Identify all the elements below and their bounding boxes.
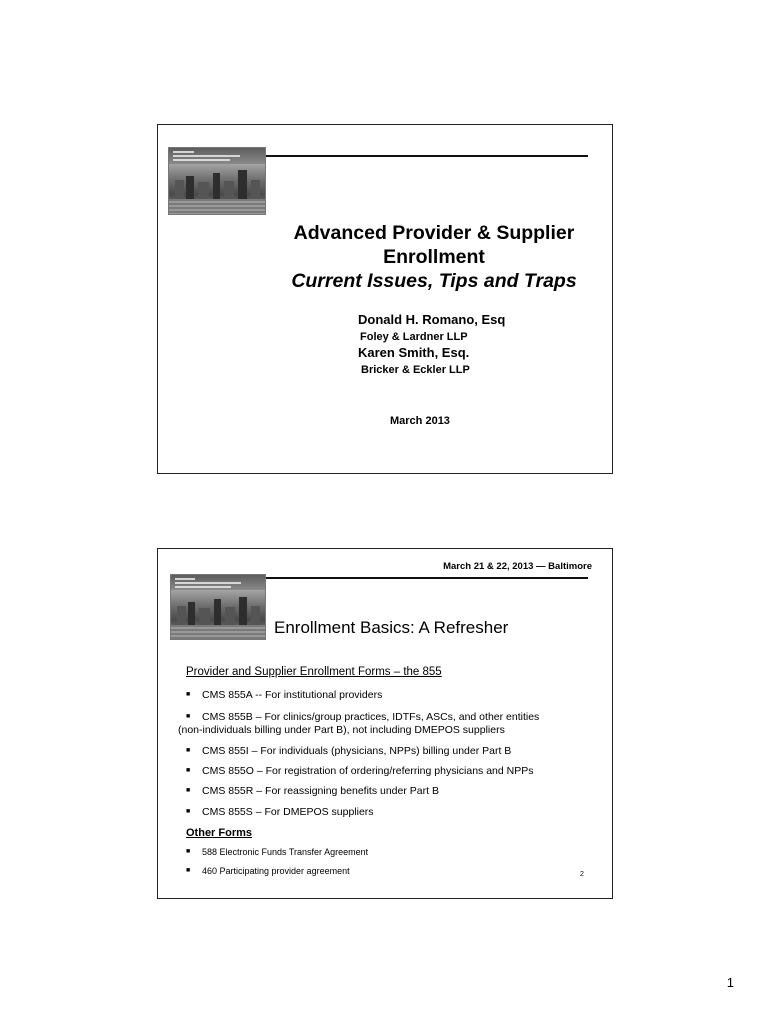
conference-banner-image — [170, 574, 266, 640]
slide-header-date: March 21 & 22, 2013 — Baltimore — [443, 561, 592, 572]
list-item: ■ 588 Electronic Funds Transfer Agreement — [186, 847, 369, 857]
title-line-1: Advanced Provider & Supplier — [293, 222, 575, 244]
conference-banner-image — [168, 147, 266, 215]
list-item: ■ CMS 855O – For registration of ordering/referring physicians and NPPs — [186, 765, 534, 777]
page-number: 1 — [726, 975, 734, 990]
header-rule — [266, 155, 588, 157]
list-item: ■ CMS 855R – For reassigning benefits under Part B — [186, 785, 439, 797]
presenter-1-name: Donald H. Romano, Esq — [358, 312, 506, 327]
slide-subtitle: Current Issues, Tips and Traps — [291, 270, 577, 292]
slide-title: Enrollment Basics: A Refresher — [274, 618, 509, 637]
list-item-continuation: (non-individuals billing under Part B), not including DMEPOS suppliers — [178, 724, 505, 736]
slide-number: 2 — [580, 871, 584, 878]
section-heading: Provider and Supplier Enrollment Forms – the 855 — [186, 666, 442, 678]
presenter-1-firm: Foley & Lardner LLP — [360, 331, 468, 343]
list-item: ■ CMS 855B – For clinics/group practices, IDTFs, ASCs, and other entities — [186, 711, 540, 723]
presenter-2-firm: Bricker & Eckler LLP — [361, 364, 470, 376]
list-item: ■ 460 Participating provider agreement — [186, 866, 350, 876]
other-forms-heading: Other Forms — [186, 827, 253, 839]
presenter-2-name: Karen Smith, Esq. — [358, 345, 470, 360]
list-item: ■ CMS 855I – For individuals (physicians, NPPs) billing under Part B — [186, 745, 512, 757]
list-item: ■ CMS 855A -- For institutional providers — [186, 689, 383, 701]
slide-title — [258, 221, 610, 293]
list-item: ■ CMS 855S – For DMEPOS suppliers — [186, 806, 374, 818]
slide-1 — [157, 124, 613, 474]
slide-2 — [157, 548, 613, 899]
header-rule — [266, 577, 588, 579]
title-line-2: Enrollment — [383, 246, 485, 268]
presentation-date: March 2013 — [390, 415, 450, 427]
